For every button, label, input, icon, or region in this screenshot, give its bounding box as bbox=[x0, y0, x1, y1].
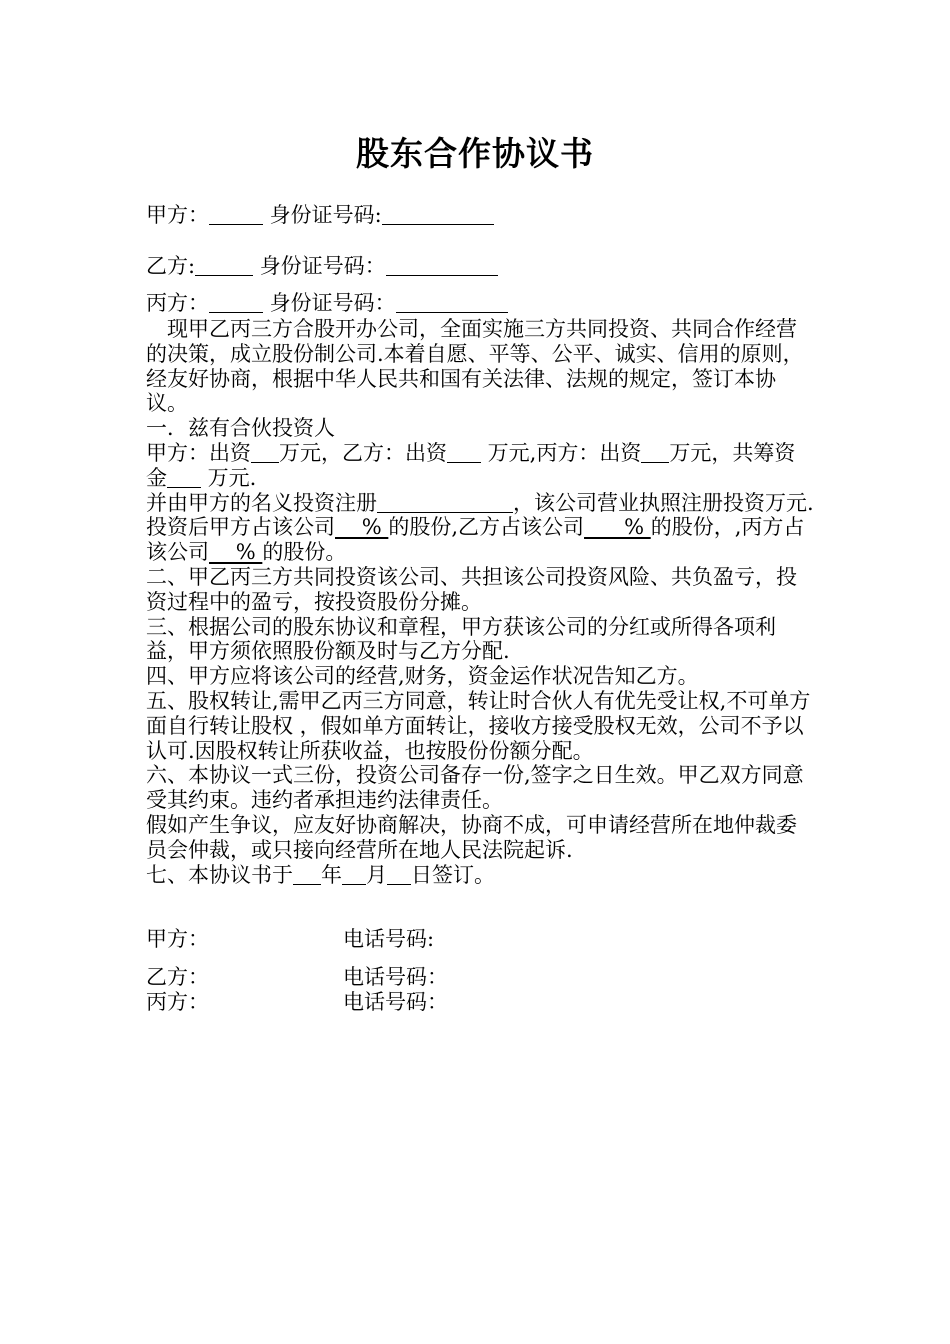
register-name-blank[interactable] bbox=[377, 492, 513, 513]
day-blank[interactable] bbox=[387, 864, 411, 885]
party-c-name-blank[interactable] bbox=[209, 292, 263, 313]
party-b-line bbox=[146, 254, 498, 279]
agreement-body bbox=[146, 317, 816, 887]
invest-text-a: 甲方：出资 bbox=[146, 440, 251, 465]
clause-2: 二、甲乙丙三方共同投资该公司、共担该公司投资风险、共负盈亏，投资过程中的盈亏，按投资股份分摊。 bbox=[146, 564, 797, 614]
section-1-heading: 一．兹有合伙投资人 bbox=[146, 416, 335, 441]
party-b-id-label: 身份证号码： bbox=[253, 254, 386, 278]
clause-4: 四、甲方应将该公司的经营,财务，资金运作状况告知乙方。 bbox=[146, 664, 699, 689]
date-line bbox=[146, 863, 816, 888]
investment-paragraph bbox=[146, 441, 816, 491]
signature-phone-c: 电话号码： bbox=[343, 990, 448, 1014]
invest-b-blank[interactable] bbox=[447, 442, 481, 463]
party-a-line bbox=[146, 203, 494, 228]
party-c-share-field[interactable]: % bbox=[209, 540, 263, 565]
party-b-share-field[interactable]: % bbox=[584, 515, 651, 540]
month-blank[interactable] bbox=[342, 864, 366, 885]
signature-party-c: 丙方： bbox=[146, 990, 209, 1014]
party-a-id-label: 身份证号码: bbox=[263, 203, 382, 227]
invest-text-e: 万元. bbox=[201, 465, 257, 490]
register-text-d: 的股份，,丙方占该公司 bbox=[146, 515, 805, 565]
party-c-id-blank[interactable] bbox=[396, 292, 508, 313]
register-text-a: 并由甲方的名义投资注册 bbox=[146, 490, 377, 515]
party-a-name-blank[interactable] bbox=[209, 204, 263, 225]
date-text-d: 日签订。 bbox=[411, 862, 495, 887]
invest-c-blank[interactable] bbox=[641, 442, 669, 463]
party-b-label: 乙方: bbox=[146, 254, 196, 278]
dispute-clause: 假如产生争议，应友好协商解决，协商不成，可申请经营所在地仲裁委员会仲裁，或只接向经营所在地人民法院起诉. bbox=[146, 812, 797, 862]
document-title: 股东合作协议书 bbox=[356, 134, 594, 173]
register-text-b: ，该公司营业执照注册投资万元.投资后甲方占该公司 bbox=[146, 490, 814, 540]
party-a-label: 甲方： bbox=[146, 203, 209, 227]
registration-paragraph bbox=[146, 491, 816, 565]
signature-phone-a: 电话号码: bbox=[343, 927, 435, 951]
invest-total-blank[interactable] bbox=[167, 467, 201, 488]
clause-3: 三、根据公司的股东协议和章程，甲方获该公司的分红或所得各项利益，甲方须依照股份额及时与乙方分配. bbox=[146, 614, 776, 664]
date-text-b: 年 bbox=[321, 862, 342, 887]
date-text-c: 月 bbox=[366, 862, 387, 887]
clause-5: 五、股权转让,需甲乙丙三方同意，转让时合伙人有优先受让权,不可单方面自行转让股权 ，假如单方面转让，接收方接受股权无效，公司不予以认可.因股权转让所获收益，也按股份份额分配。 bbox=[146, 688, 811, 763]
date-text-a: 七、本协议书于 bbox=[146, 862, 293, 887]
signature-party-a: 甲方： bbox=[146, 927, 209, 951]
intro-paragraph: 现甲乙丙三方合股开办公司，全面实施三方共同投资、共同合作经营的决策，成立股份制公司.本着自愿、平等、公平、诚实、信用的原则，经友好协商，根据中华人民共和国有关法律、法规的规定，签订本协议。 bbox=[146, 317, 804, 416]
party-a-id-blank[interactable] bbox=[382, 204, 494, 225]
signature-phone-b: 电话号码： bbox=[343, 965, 448, 989]
party-c-id-label: 身份证号码： bbox=[263, 291, 396, 315]
invest-a-blank[interactable] bbox=[251, 442, 279, 463]
invest-text-d: 万元，共筹资金 bbox=[146, 440, 796, 490]
party-b-id-blank[interactable] bbox=[386, 255, 498, 276]
party-c-label: 丙方： bbox=[146, 291, 209, 315]
signature-party-b: 乙方： bbox=[146, 965, 209, 989]
invest-text-b: 万元，乙方：出资 bbox=[279, 440, 447, 465]
party-c-line bbox=[146, 291, 508, 316]
party-b-name-blank[interactable] bbox=[195, 255, 253, 276]
party-a-share-field[interactable]: % bbox=[335, 515, 389, 540]
invest-text-c: 万元,丙方：出资 bbox=[481, 440, 642, 465]
year-blank[interactable] bbox=[293, 864, 321, 885]
clause-6: 六、本协议一式三份，投资公司备存一份,签字之日生效。甲乙双方同意受其约束。违约者承担违约法律责任。 bbox=[146, 763, 804, 813]
register-text-c: 的股份,乙方占该公司 bbox=[388, 515, 585, 540]
register-text-e: 的股份。 bbox=[262, 540, 347, 565]
